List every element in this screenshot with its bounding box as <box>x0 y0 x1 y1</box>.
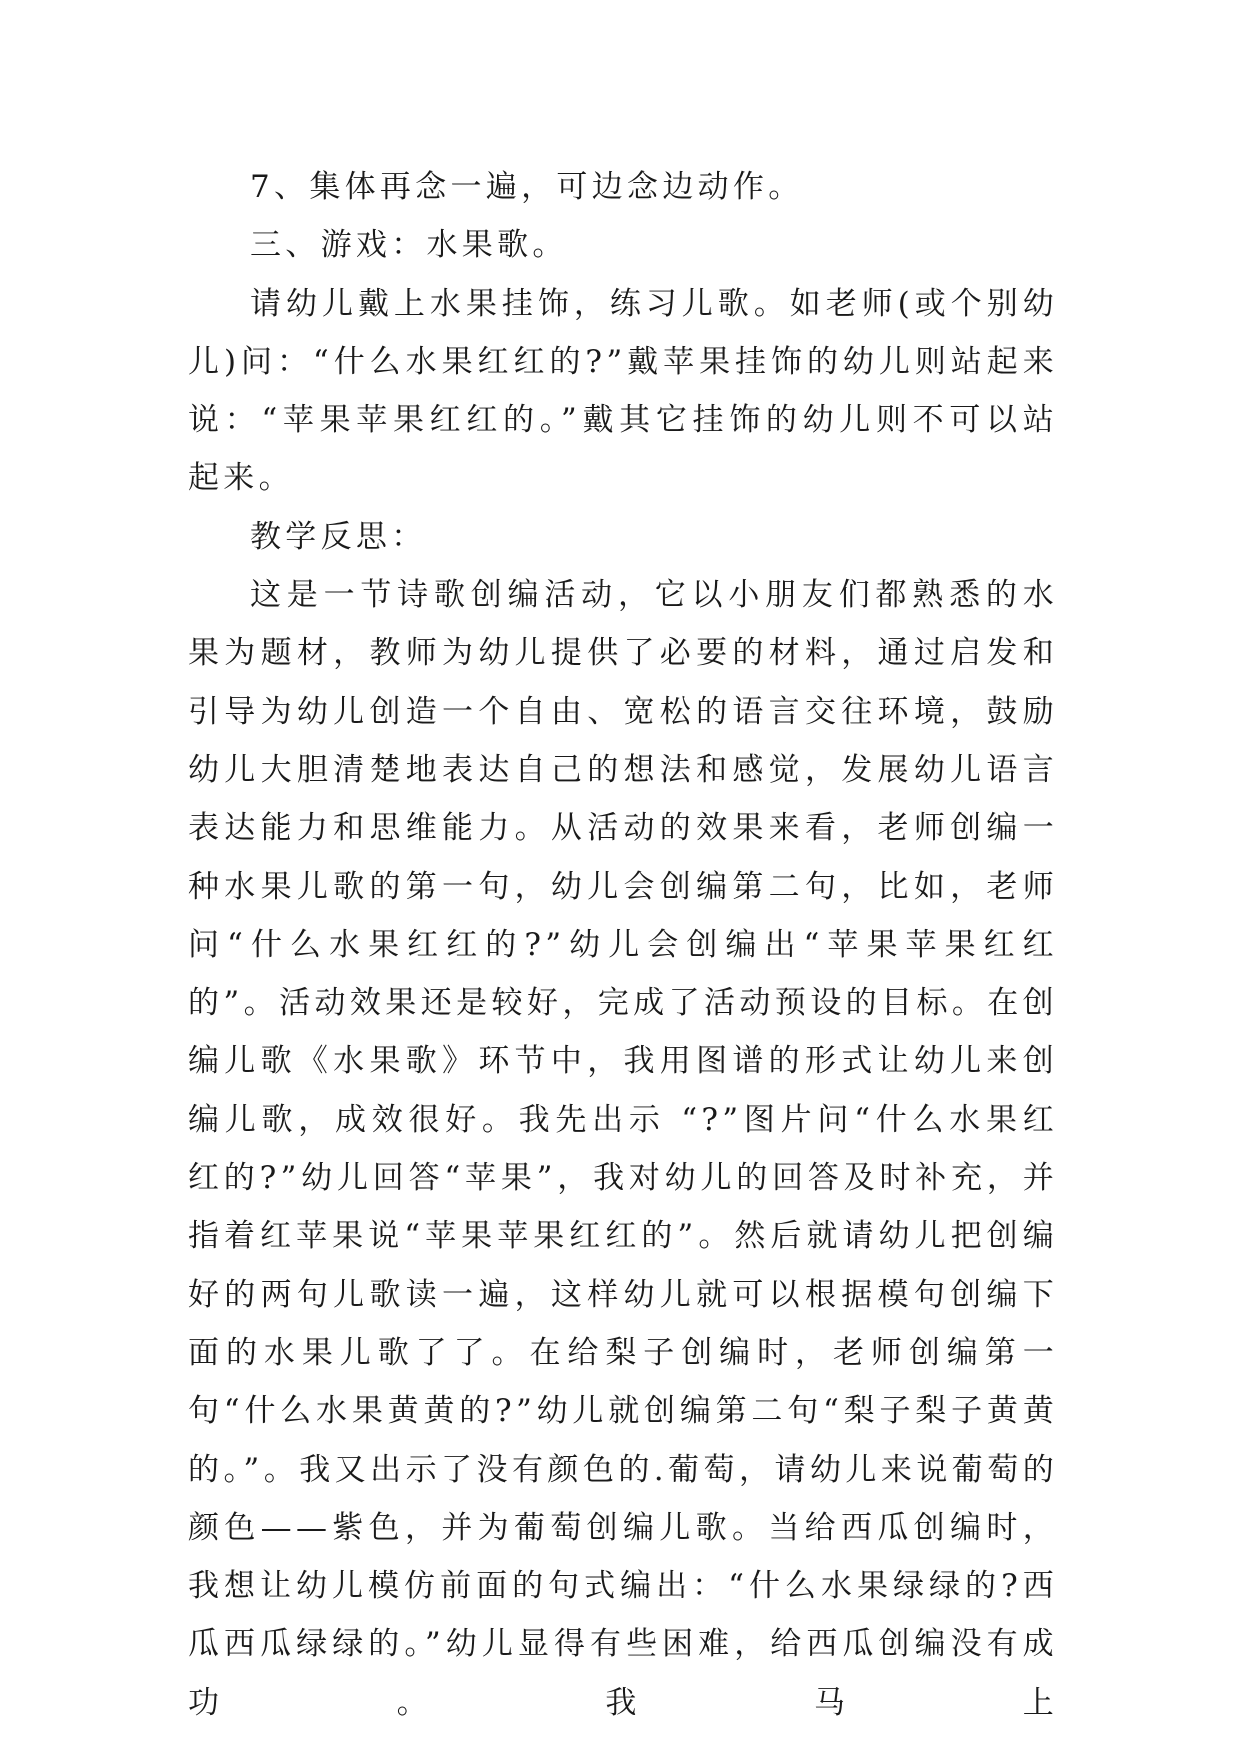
paragraph-step-7: 7、集体再念一遍，可边念边动作。 <box>250 169 804 205</box>
document-page <box>188 158 1058 1732</box>
paragraph-game-heading: 三、游戏：水果歌。 <box>250 227 568 264</box>
paragraph-reflection-heading: 教学反思： <box>250 518 427 555</box>
paragraph-game-instructions: 请幼儿戴上水果挂饰，练习儿歌。如老师(或个别幼儿)问：“什么水果红红的?”戴苹果挂饰的幼儿则站起来说：“苹果苹果红红的。”戴其它挂饰的幼儿则不可以站起来。 <box>188 285 1058 497</box>
paragraph-reflection-body: 这是一节诗歌创编活动，它以小朋友们都熟悉的水果为题材，教师为幼儿提供了必要的材料，通过启发和引导为幼儿创造一个自由、宽松的语言交往环境，鼓励幼儿大胆清楚地表达自己的想法和感觉，发展幼儿语言表达能力和思维能力。从活动的效果来看，老师创编一种水果儿歌的第一句，幼儿会创编第二句，比如，老师问“什么水果红红的?”幼儿会创编出“苹果苹果红红的”。活动效果还是较好，完成了活动预设的目标。在创编儿歌《水果歌》环节中，我用图谱的形式让幼儿来创编儿歌，成效很好。我先出示 “?”图片问“什么水果红红的?”幼儿回答“苹果”，我对幼儿的回答及时补充，并指着红苹果说“苹果苹果红红的”。然后就请幼儿把创编好的两句儿歌读一遍，这样幼儿就可以根据模句创编下面的水果儿歌了了。在给梨子创编时，老师创编第一句“什么水果黄黄的?”幼儿就创编第二句“梨子梨子黄黄的。”。我又出示了没有颜色的.葡萄，请幼儿来说葡萄的颜色——紫色，并为葡萄创编儿歌。当给西瓜创编时，我想让幼儿模仿前面的句式编出：“什么水果绿绿的?西瓜西瓜绿绿的。”幼儿显得有些困难，给西瓜创编没有成功。我马上 <box>188 577 1058 1721</box>
